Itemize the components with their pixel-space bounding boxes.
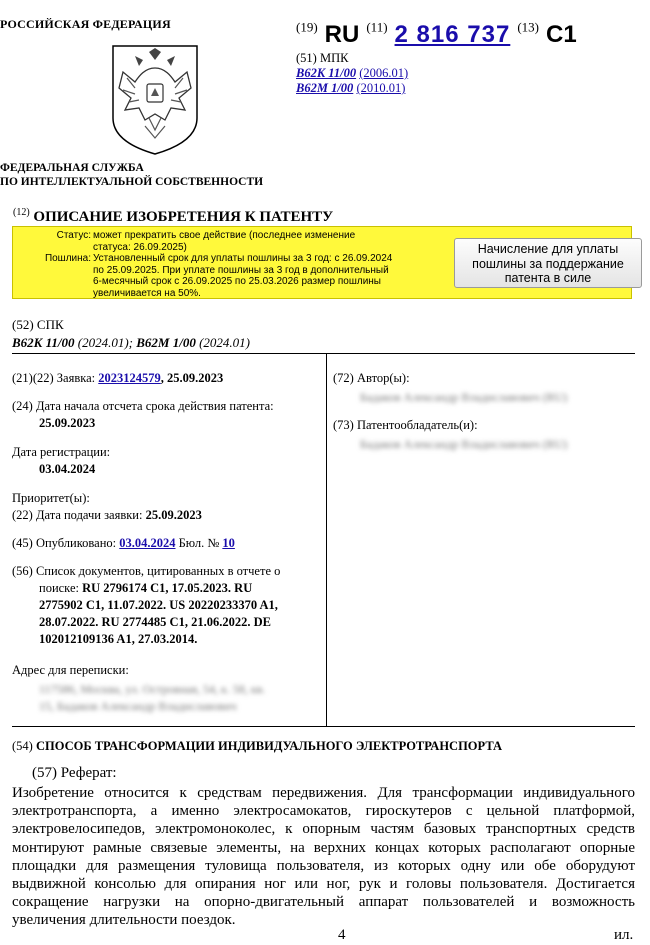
patent-number-link[interactable]: 2 816 737 — [394, 21, 511, 48]
table-column-divider — [326, 353, 327, 727]
address-line: 117586, Москва, ул. Островная, 54, к. 58, кв. — [39, 682, 266, 696]
status-label: Статус: — [56, 230, 91, 241]
owner-value: Бадаков Александр Владиславович (RU) — [360, 437, 568, 451]
address-value — [12, 681, 318, 715]
title-text: ОПИСАНИЕ ИЗОБРЕТЕНИЯ К ПАТЕНТУ — [33, 209, 334, 225]
published-row — [12, 535, 318, 552]
invention-code: (54) — [12, 739, 33, 753]
application-row — [12, 370, 318, 387]
author-value: Бадаков Александр Владиславович (RU) — [360, 390, 568, 404]
registration-label: Дата регистрации: — [12, 445, 111, 459]
published-label: (45) Опубликовано: — [12, 536, 117, 550]
fee-line: 6-месячный срок с 26.09.2025 по 25.03.2026 размер пошлины — [93, 276, 381, 287]
page-number: 4 — [338, 927, 346, 943]
table-bottom-rule — [12, 726, 635, 727]
bulletin-label: Бюл. № — [178, 536, 220, 550]
spk-code: B62M 1/00 — [136, 335, 196, 350]
mpk-block — [296, 51, 408, 96]
button-line: пошлины за поддержание — [472, 256, 624, 271]
agency-name — [0, 161, 310, 189]
agency-line-2: ПО ИНТЕЛЛЕКТУАЛЬНОЙ СОБСТВЕННОСТИ — [0, 176, 264, 188]
priority-row — [12, 507, 318, 524]
invention-title-text: СПОСОБ ТРАНСФОРМАЦИИ ИНДИВИДУАЛЬНОГО ЭЛЕКТРОТРАНСПОРТА — [35, 739, 503, 753]
spk-label: (52) СПК — [12, 317, 64, 332]
country-name: РОССИЙСКАЯ ФЕДЕРАЦИЯ — [0, 17, 171, 31]
application-number-link[interactable]: 2023124579 — [98, 371, 161, 385]
bibliographic-left-column — [12, 370, 318, 715]
patent-number-line — [296, 18, 577, 50]
address-line: 15, Бадаков Александр Владиславович — [39, 699, 237, 713]
fee-line: по 25.09.2025. При уплате пошлины за 3 год в дополнительный — [93, 264, 389, 276]
cited-label-cont: поиске: — [39, 581, 79, 595]
spk-block — [12, 316, 250, 352]
code-13: (13) — [517, 19, 539, 35]
cited-docs-line: 102012109136 A1, 27.03.2014. — [39, 632, 198, 646]
fee-line: Установленный срок для уплаты пошлины за 3 год: с 26.09.2024 — [93, 253, 393, 264]
cited-docs-line: RU 2796174 C1, 17.05.2023. RU — [82, 581, 253, 595]
spk-version: (2024.01) — [199, 335, 251, 350]
coat-of-arms-emblem — [105, 38, 205, 156]
kind-code: C1 — [545, 21, 577, 48]
status-line: статуса: 26.09.2025) — [93, 241, 187, 253]
agency-line-1: ФЕДЕРАЛЬНАЯ СЛУЖБА — [0, 162, 144, 174]
invention-title — [12, 739, 502, 754]
term-label: (24) Дата начала отсчета срока действия патента: — [12, 399, 274, 413]
code-11: (11) — [366, 19, 388, 35]
cited-label: (56) Список документов, цитированных в отчете о — [12, 564, 281, 578]
term-date: 25.09.2023 — [39, 416, 96, 430]
mpk-version-link[interactable]: (2006.01) — [359, 66, 409, 80]
mpk-code-link[interactable]: B62K 11/00 — [296, 66, 357, 80]
code-19: (19) — [296, 19, 318, 35]
fee-calculation-button[interactable] — [454, 238, 642, 288]
priority-date: 25.09.2023 — [145, 508, 202, 522]
button-line: патента в силе — [504, 271, 592, 285]
document-title — [13, 207, 333, 226]
status-line: может прекратить свое действие (последнее изменение — [93, 230, 356, 241]
cited-docs-line: 2775902 C1, 11.07.2022. US 20220233370 A1, — [39, 598, 278, 612]
bibliographic-right-column — [333, 370, 633, 453]
priority-line-label: (22) Дата подачи заявки: — [12, 508, 143, 522]
spk-version: (2024.01); — [77, 335, 133, 350]
button-line: Начисление для уплаты — [477, 242, 619, 256]
cited-docs — [12, 580, 318, 648]
figures-count: ил. — [614, 927, 634, 943]
table-top-rule — [12, 353, 635, 354]
priority-label: Приоритет(ы): — [12, 491, 90, 505]
status-text — [93, 230, 443, 253]
mpk-code-link[interactable]: B62M 1/00 — [296, 81, 354, 95]
title-code: (12) — [13, 207, 30, 218]
mpk-label: (51) МПК — [296, 51, 349, 65]
registration-date: 03.04.2024 — [39, 462, 96, 476]
application-date: , 25.09.2023 — [160, 371, 224, 385]
address-label: Адрес для переписки: — [12, 663, 129, 677]
application-label: (21)(22) Заявка: — [12, 371, 96, 385]
spk-code: B62K 11/00 — [12, 335, 75, 350]
fee-label: Пошлина: — [44, 253, 91, 264]
bulletin-number-link[interactable]: 10 — [222, 536, 235, 550]
fee-text — [93, 253, 443, 299]
cited-docs-line: 28.07.2022. RU 2774485 C1, 21.06.2022. DE — [39, 615, 271, 629]
fee-line: увеличивается на 50%. — [93, 287, 201, 299]
status-box — [12, 226, 632, 299]
owner-label: (73) Патентообладатель(и): — [333, 418, 478, 432]
mpk-version-link[interactable]: (2010.01) — [356, 81, 406, 95]
abstract-text: Изобретение относится к средствам передвижения. Для трансформации индивидуального электротранспорта, а именно электросамокатов, гироскутеров с цельной платформой, электровелосипедов, электромоноколес, к опорным частям базовых транспортных средств монтируют рамные связевые элементы, на верхних концах которых располагают опорные площадки для размещения туловища пользователя, из которых одну или обе оборудуют выдвижной консолью для опирания ног или ног, рук и головы пользователя. Достигается сокращение нагрузки на опорно-двигательный аппарат пользователей и возможность увеличения длительности поездок. — [12, 785, 635, 929]
author-label: (72) Автор(ы): — [333, 371, 410, 385]
abstract-heading: (57) Реферат: — [32, 765, 117, 781]
country-code: RU — [324, 21, 360, 48]
published-date-link[interactable]: 03.04.2024 — [119, 536, 176, 550]
